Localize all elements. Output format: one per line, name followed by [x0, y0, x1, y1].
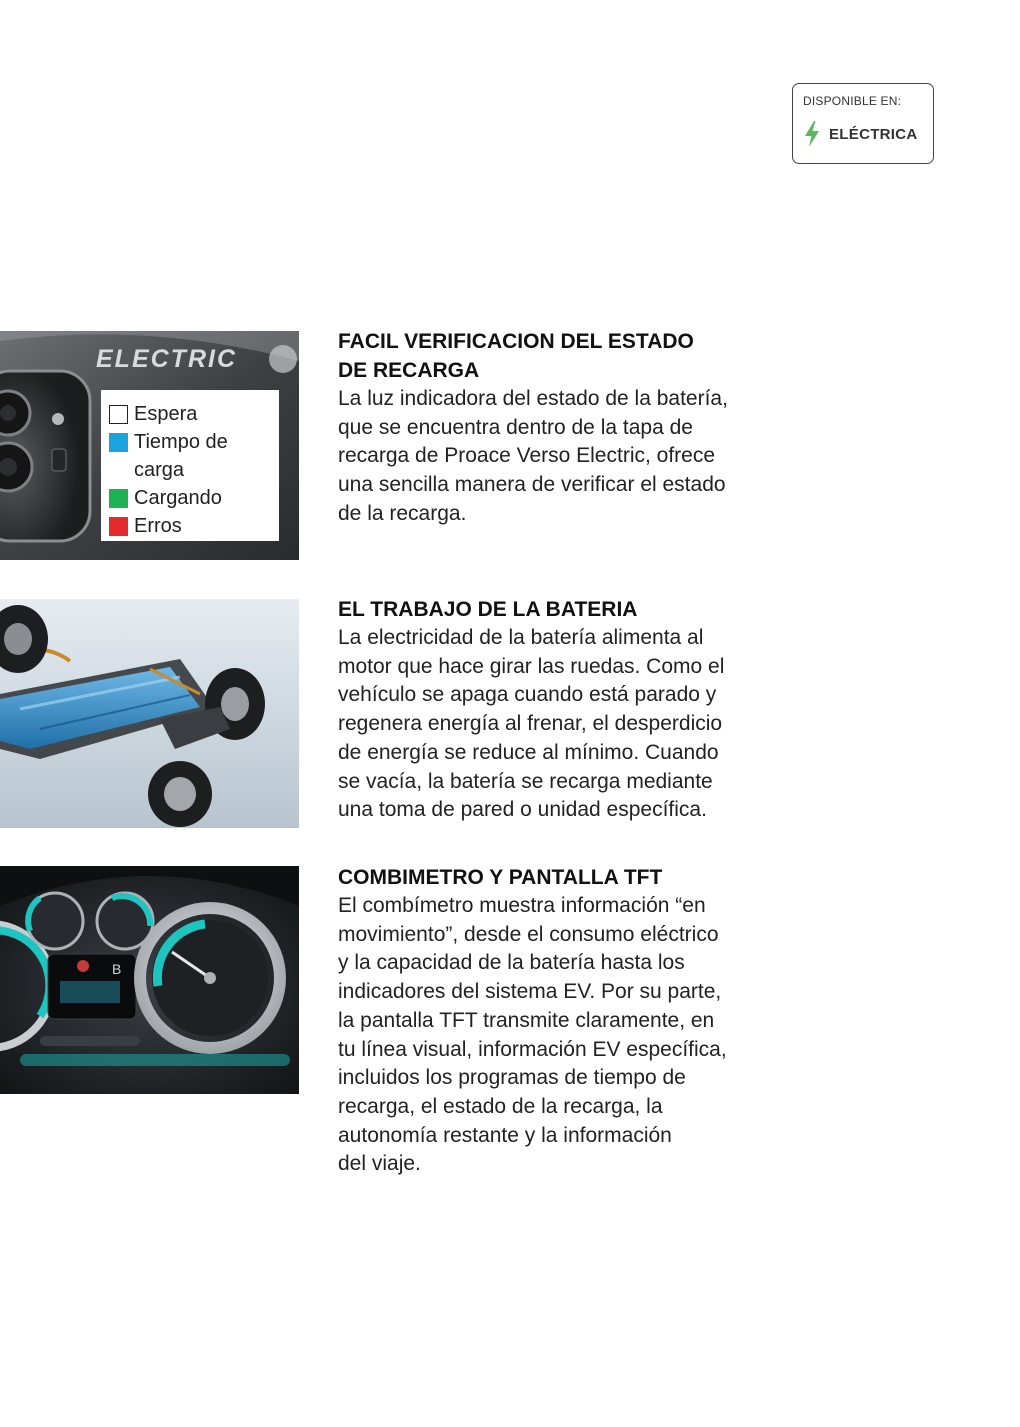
legend-label: Cargando — [134, 487, 222, 509]
section-body: La luz indicadora del estado de la batería, que se encuentra dentro de la tapa de recarga de Proace Verso Electric, ofrece una sencilla manera de verificar el estado de la recarga. — [338, 387, 728, 525]
legend-item-charging — [109, 484, 279, 512]
gauge-letter: B — [112, 961, 122, 977]
electric-logo-text: ELECTRIC — [96, 345, 237, 373]
legend-item-error — [109, 512, 279, 540]
section-battery-work — [338, 595, 808, 825]
legend-label: Erros — [134, 515, 182, 537]
section-title: FACIL VERIFICACION DEL ESTADO DE RECARGA — [338, 330, 694, 382]
legend-label: Espera — [134, 403, 198, 425]
legend-item-standby — [109, 400, 279, 428]
legend-label: Tiempo de carga — [134, 431, 228, 481]
battery-chassis-illustration — [0, 599, 299, 828]
availability-badge — [792, 83, 934, 164]
lightning-bolt-icon — [803, 120, 821, 148]
legend-swatch-white — [109, 405, 128, 424]
section-body: La electricidad de la batería alimenta al motor que hace girar las ruedas. Como el vehículo se apaga cuando está parado y regenera energía al frenar, el desperdicio de energía se reduce al mínimo. Cuando se vacía, la batería se recarga mediante una toma de pared o unidad específica. — [338, 626, 725, 822]
charging-port-photo — [0, 331, 299, 560]
legend-swatch-blue — [109, 433, 128, 452]
legend-item-timer — [109, 428, 279, 484]
legend-swatch-red — [109, 517, 128, 536]
section-charge-status — [338, 327, 808, 529]
badge-label: DISPONIBLE EN: — [803, 94, 902, 108]
instrument-cluster-illustration — [0, 866, 299, 1094]
section-body: El combímetro muestra información “en movimiento”, desde el consumo eléctrico y la capacidad de la batería hasta los indicadores del sistema EV. Por su parte, la pantalla TFT transmite claramente, en tu línea visual, información EV específica, incluidos los programas de tiempo de recarga, el estado de la recarga, la autonomía restante y la información del viaje. — [338, 894, 727, 1176]
charge-status-legend — [101, 390, 279, 541]
badge-value: ELÉCTRICA — [829, 125, 918, 143]
badge-row — [803, 120, 918, 148]
section-title: COMBIMETRO Y PANTALLA TFT — [338, 866, 663, 889]
battery-chassis-photo — [0, 599, 299, 828]
instrument-cluster-photo — [0, 866, 299, 1094]
legend-swatch-green — [109, 489, 128, 508]
section-title: EL TRABAJO DE LA BATERIA — [338, 598, 638, 621]
section-cluster-tft — [338, 863, 808, 1179]
